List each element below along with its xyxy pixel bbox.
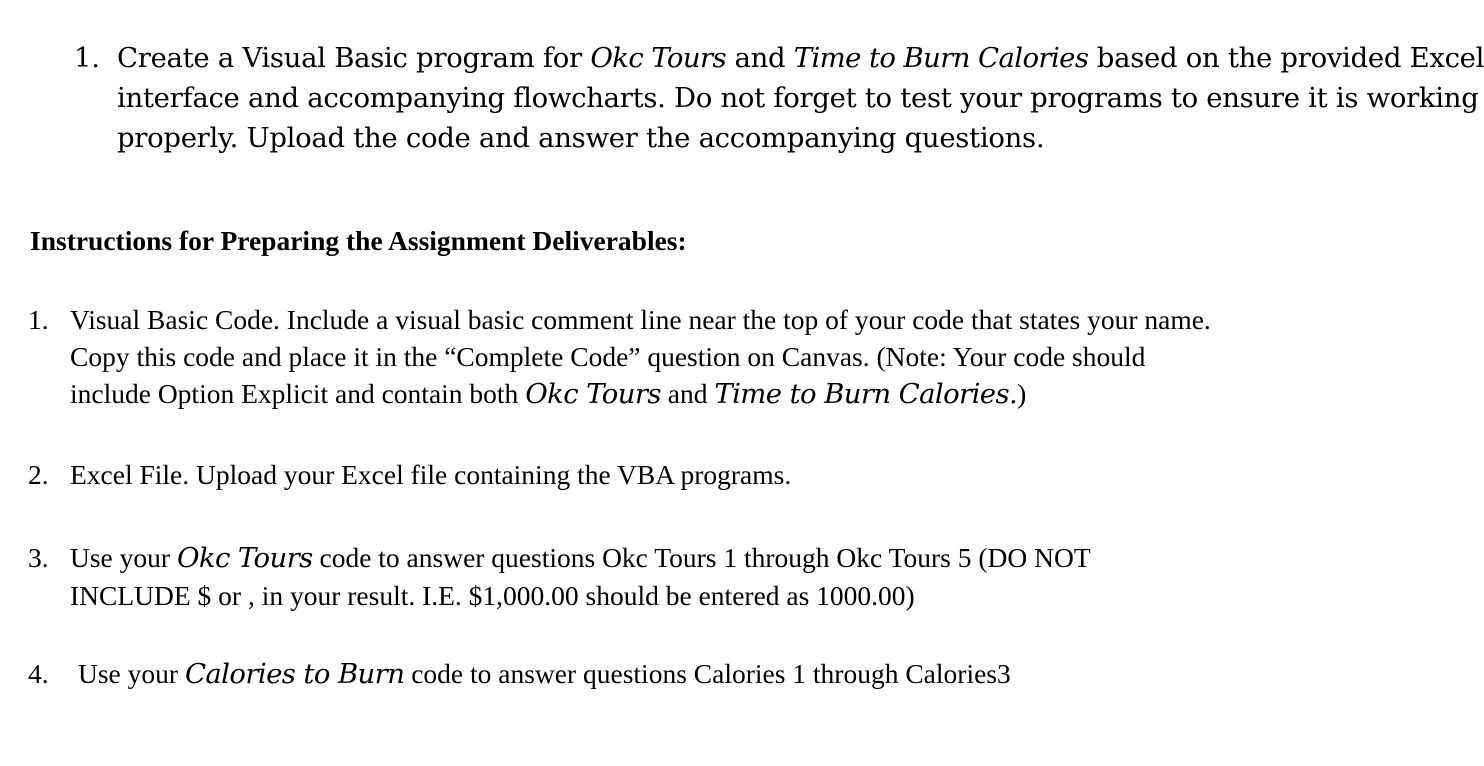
instruction-line: Visual Basic Code. Include a visual basic comment line near the top of your code that states your name. (70, 304, 1211, 335)
intro-line-2: interface and accompanying flowcharts. Do not forget to test your programs to ensure it is working (117, 82, 1479, 114)
instruction-number: 2. (28, 459, 49, 490)
instruction-body (70, 456, 1358, 493)
instruction-text: ) (1017, 378, 1027, 409)
intro-line-1 (117, 38, 1484, 78)
instruction-text: include Option Explicit and contain both (70, 378, 526, 409)
app-name-time-to-burn-calories: Time to Burn Calories. (714, 378, 1018, 410)
instruction-text: and (660, 378, 715, 409)
instruction-text: Use your (78, 658, 185, 689)
instruction-body (78, 655, 1358, 693)
instruction-text: code to answer questions Calories 1 through Calories (404, 658, 997, 689)
app-name-okc-tours: Okc Tours (176, 542, 313, 574)
instruction-item-2 (28, 456, 1358, 493)
instruction-line: INCLUDE $ or , in your result. I.E. $1,000.00 should be entered as 1000.00) (70, 580, 915, 611)
instruction-text: 3 (997, 658, 1011, 689)
instruction-line: Copy this code and place it in the “Complete Code” question on Canvas. (Note: Your code should (70, 341, 1146, 372)
app-name-okc-tours: Okc Tours (590, 42, 727, 74)
instruction-number: 1. (28, 304, 49, 335)
instruction-item-4 (28, 655, 1358, 693)
intro-text: based on the provided Excel (1088, 42, 1484, 74)
instruction-text: code to answer questions Okc Tours 1 through Okc Tours 5 (DO NOT (312, 542, 1091, 573)
intro-list (74, 38, 1484, 158)
app-name-calories-to-burn: Calories to Burn (184, 658, 405, 690)
instruction-line: Excel File. Upload your Excel file containing the VBA programs. (70, 459, 792, 490)
instruction-text: Use your (70, 542, 177, 573)
instruction-line (70, 539, 1358, 577)
app-name-time-to-burn-calories: Time to Burn Calories (793, 42, 1089, 74)
intro-text: Create a Visual Basic program for (117, 42, 591, 74)
intro-text: and (726, 42, 794, 74)
instruction-number: 3. (28, 542, 49, 573)
app-name-okc-tours: Okc Tours (525, 378, 661, 410)
instruction-number: 4. (28, 658, 49, 689)
intro-line-3: properly. Upload the code and answer the accompanying questions. (117, 122, 1045, 154)
intro-item-number: 1. (74, 42, 100, 74)
section-heading: Instructions for Preparing the Assignment Deliverables: (30, 225, 687, 256)
instruction-body (70, 539, 1358, 614)
instruction-line (78, 655, 1358, 693)
instruction-item-3 (28, 539, 1358, 614)
intro-item-1 (74, 38, 1484, 158)
instruction-line (70, 375, 1358, 413)
instruction-body (70, 301, 1358, 413)
instruction-item-1 (28, 301, 1358, 413)
